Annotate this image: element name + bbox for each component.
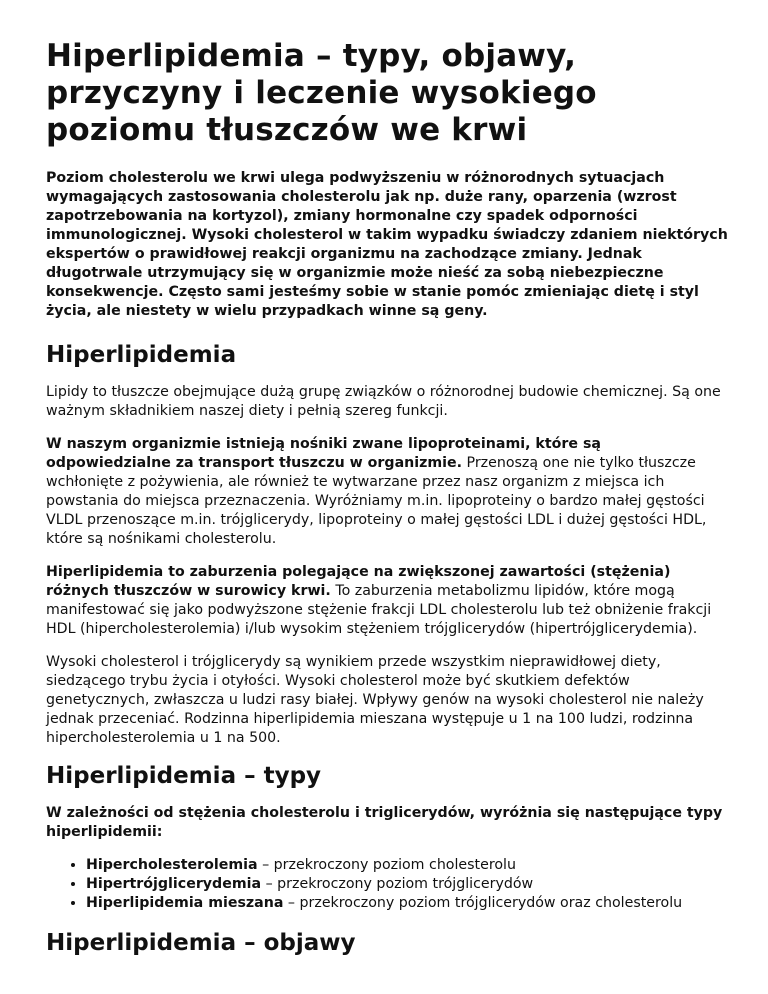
section-typy — [46, 762, 728, 913]
section-heading: Hiperlipidemia – typy — [46, 763, 322, 789]
paragraph — [46, 435, 728, 549]
section-heading: Hiperlipidemia — [46, 342, 237, 368]
section-heading: Hiperlipidemia – objawy — [46, 930, 356, 956]
paragraph — [46, 563, 728, 639]
paragraph-text: Przenoszą one nie tylko tłuszcze wchłonięte z pożywienia, ale również te wytwarzane przez nasz organizm z miejsca ich powstania do miejsca przeznaczenia. Wyróżniamy m.in. lipoproteiny o bardzo małej gęstości VLDL przenoszące m.in. trójglicerydy, lipoproteiny o małej gęstości LDL i dużej gęstości HDL, które są nośnikami cholesterolu. — [46, 455, 707, 547]
list-item-term: Hipertrójglicerydemia — [86, 876, 262, 892]
list-item-desc: – przekroczony poziom trójglicerydów — [261, 876, 534, 892]
section-objawy — [46, 929, 728, 957]
paragraph — [46, 804, 728, 842]
paragraph: Wysoki cholesterol i trójglicerydy są wynikiem przede wszystkim nieprawidłowej diety, siedzącego trybu życia i otyłości. Wysoki cholesterol może być skutkiem defektów genetycznych, zwłaszcza u ludzi rasy białej. Wpływy genów na wysoki cholesterol nie należy jednak przeceniać. Rodzinna hiperlipidemia mieszana występuje u 1 na 100 ludzi, rodzinna hipercholesterolemia u 1 na 500. — [46, 654, 704, 746]
types-list — [46, 856, 728, 913]
list-item-term: Hipercholesterolemia — [86, 857, 258, 873]
list-item — [86, 894, 728, 913]
section-hiperlipidemia — [46, 341, 728, 748]
list-item — [86, 875, 728, 894]
list-item-desc: – przekroczony poziom trójglicerydów oraz cholesterolu — [283, 895, 683, 911]
bold-text: Hiperlipidemia to zaburzenia polegające na zwiększonej zawartości (stężenia) różnych tłuszczów w surowicy krwi. — [46, 564, 671, 599]
bold-text: W naszym organizmie istnieją nośniki zwane lipoproteinami, które są odpowiedzialne za transport tłuszczu w organizmie. — [46, 436, 601, 471]
list-item — [86, 856, 728, 875]
paragraph: Lipidy to tłuszcze obejmujące dużą grupę związków o różnorodnej budowie chemicznej. Są one ważnym składnikiem naszej diety i pełnią szereg funkcji. — [46, 384, 721, 419]
lead-paragraph: Poziom cholesterolu we krwi ulega podwyższeniu w różnorodnych sytuacjach wymagających zastosowania cholesterolu jak np. duże rany, oparzenia (wzrost zapotrzebowania na kortyzol), zmiany hormonalne czy spadek odporności immunologicznej. Wysoki cholesterol w takim wypadku świadczy zdaniem niektórych ekspertów o prawidłowej reakcji organizmu na zachodzące zmiany. Jednak długotrwale utrzymujący się w organizmie może nieść za sobą niebezpieczne konsekwencje. Często sami jesteśmy sobie w stanie pomóc zmieniając dietę i styl życia, ale niestety w wielu przypadkach winne są geny. — [46, 170, 728, 319]
list-item-desc: – przekroczony poziom cholesterolu — [257, 857, 516, 873]
page-title: Hiperlipidemia – typy, objawy, przyczyny i leczenie wysokiego poziomu tłuszczów we krwi — [46, 38, 597, 148]
paragraph-text: To zaburzenia metabolizmu lipidów, które mogą manifestować się jako podwyższone stężenie frakcji LDL cholesterolu lub też obniżenie frakcji HDL (hipercholesterolemia) i/lub wysokim stężeniem trójglicerydów (hipertrójglicerydemia). — [46, 583, 712, 637]
bold-text: W zależności od stężenia cholesterolu i triglicerydów, wyróżnia się następujące typy hiperlipidemii: — [46, 805, 723, 840]
list-item-term: Hiperlipidemia mieszana — [86, 895, 284, 911]
